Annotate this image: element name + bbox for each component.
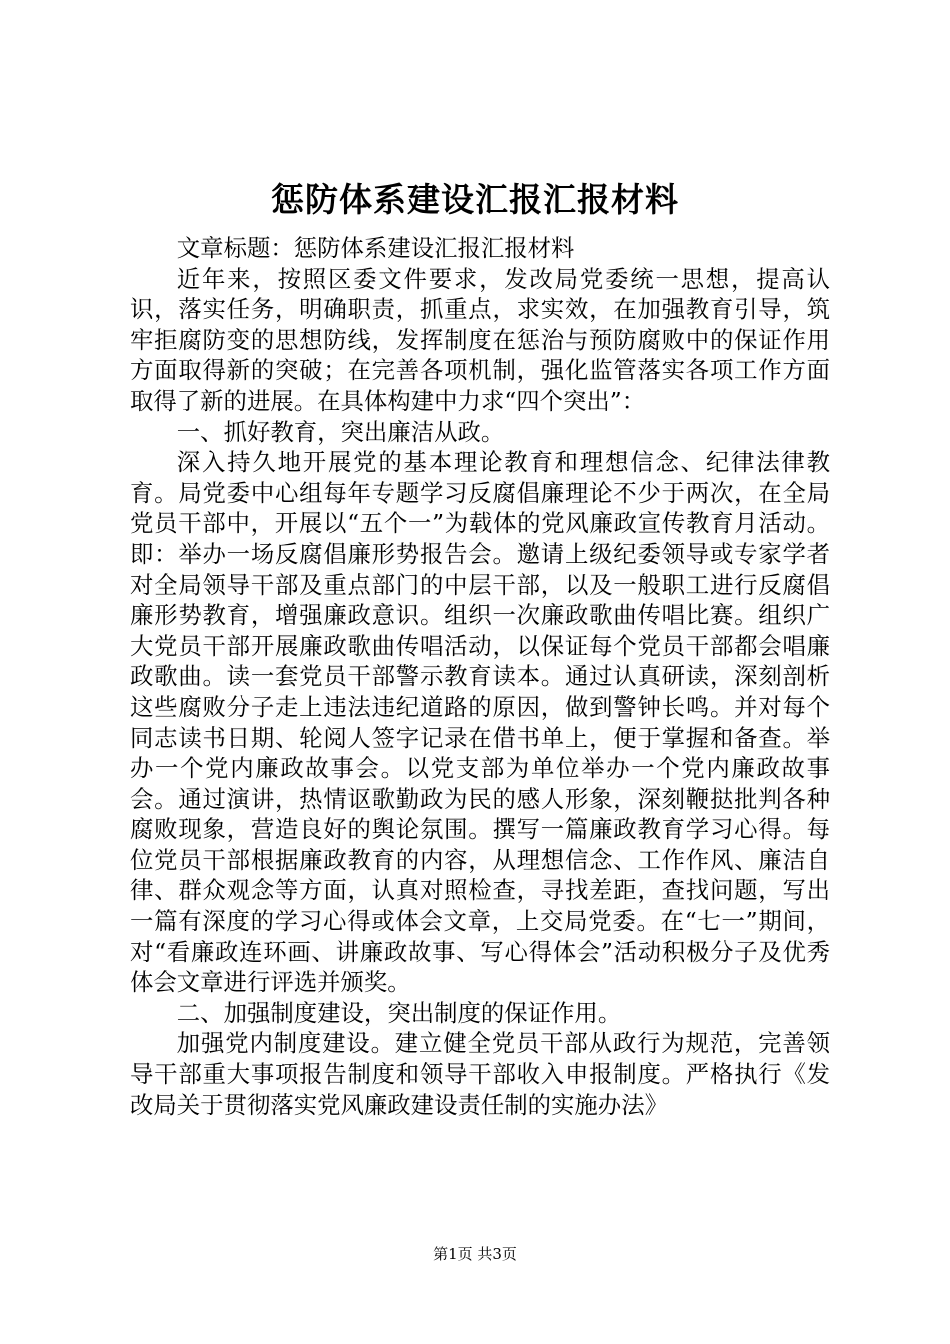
- document-body: [130, 233, 830, 1120]
- page-footer: 第1页 共3页: [433, 1245, 517, 1263]
- section-2-paragraph: 加强党内制度建设。建立健全党员干部从政行为规范，完善领导干部重大事项报告制度和领导干部收入申报制度。严格执行《发改局关于贯彻落实党风廉政建设责任制的实施办法》: [130, 1029, 830, 1119]
- section-1-paragraph: 深入持久地开展党的基本理论教育和理想信念、纪律法律教育。局党委中心组每年专题学习反腐倡廉理论不少于两次，在全局党员干部中，开展以“五个一”为载体的党风廉政宣传教育月活动。即：举办一场反腐倡廉形势报告会。邀请上级纪委领导或专家学者对全局领导干部及重点部门的中层干部，以及一般职工进行反腐倡廉形势教育，增强廉政意识。组织一次廉政歌曲传唱比赛。组织广大党员干部开展廉政歌曲传唱活动，以保证每个党员干部都会唱廉政歌曲。读一套党员干部警示教育读本。通过认真研读，深刻剖析这些腐败分子走上违法违纪道路的原因，做到警钟长鸣。并对每个同志读书日期、轮阅人签字记录在借书单上，便于掌握和备查。举办一个党内廉政故事会。以党支部为单位举办一个党内廉政故事会。通过演讲，热情讴歌勤政为民的感人形象，深刻鞭挞批判各种腐败现象，营造良好的舆论氛围。撰写一篇廉政教育学习心得。每位党员干部根据廉政教育的内容，从理想信念、工作作风、廉洁自律、群众观念等方面，认真对照检查，寻找差距，查找问题，写出一篇有深度的学习心得或体会文章，上交局党委。在“七一”期间，对“看廉政连环画、讲廉政故事、写心得体会”活动积极分子及优秀体会文章进行评选并颁奖。: [130, 448, 830, 997]
- intro-paragraph: 近年来，按照区委文件要求，发改局党委统一思想，提高认识，落实任务，明确职责，抓重点，求实效，在加强教育引导，筑牢拒腐防变的思想防线，发挥制度在惩治与预防腐败中的保证作用方面取得新的突破；在完善各项机制，强化监管落实各项工作方面取得了新的进展。在具体构建中力求“四个突出”：: [130, 264, 830, 415]
- document-title: 惩防体系建设汇报汇报材料: [271, 180, 679, 219]
- article-title-line: 文章标题：惩防体系建设汇报汇报材料: [176, 234, 575, 262]
- section-heading-1: 一、抓好教育，突出廉洁从政。: [176, 417, 505, 446]
- section-heading-2: 二、加强制度建设，突出制度的保证作用。: [176, 998, 622, 1027]
